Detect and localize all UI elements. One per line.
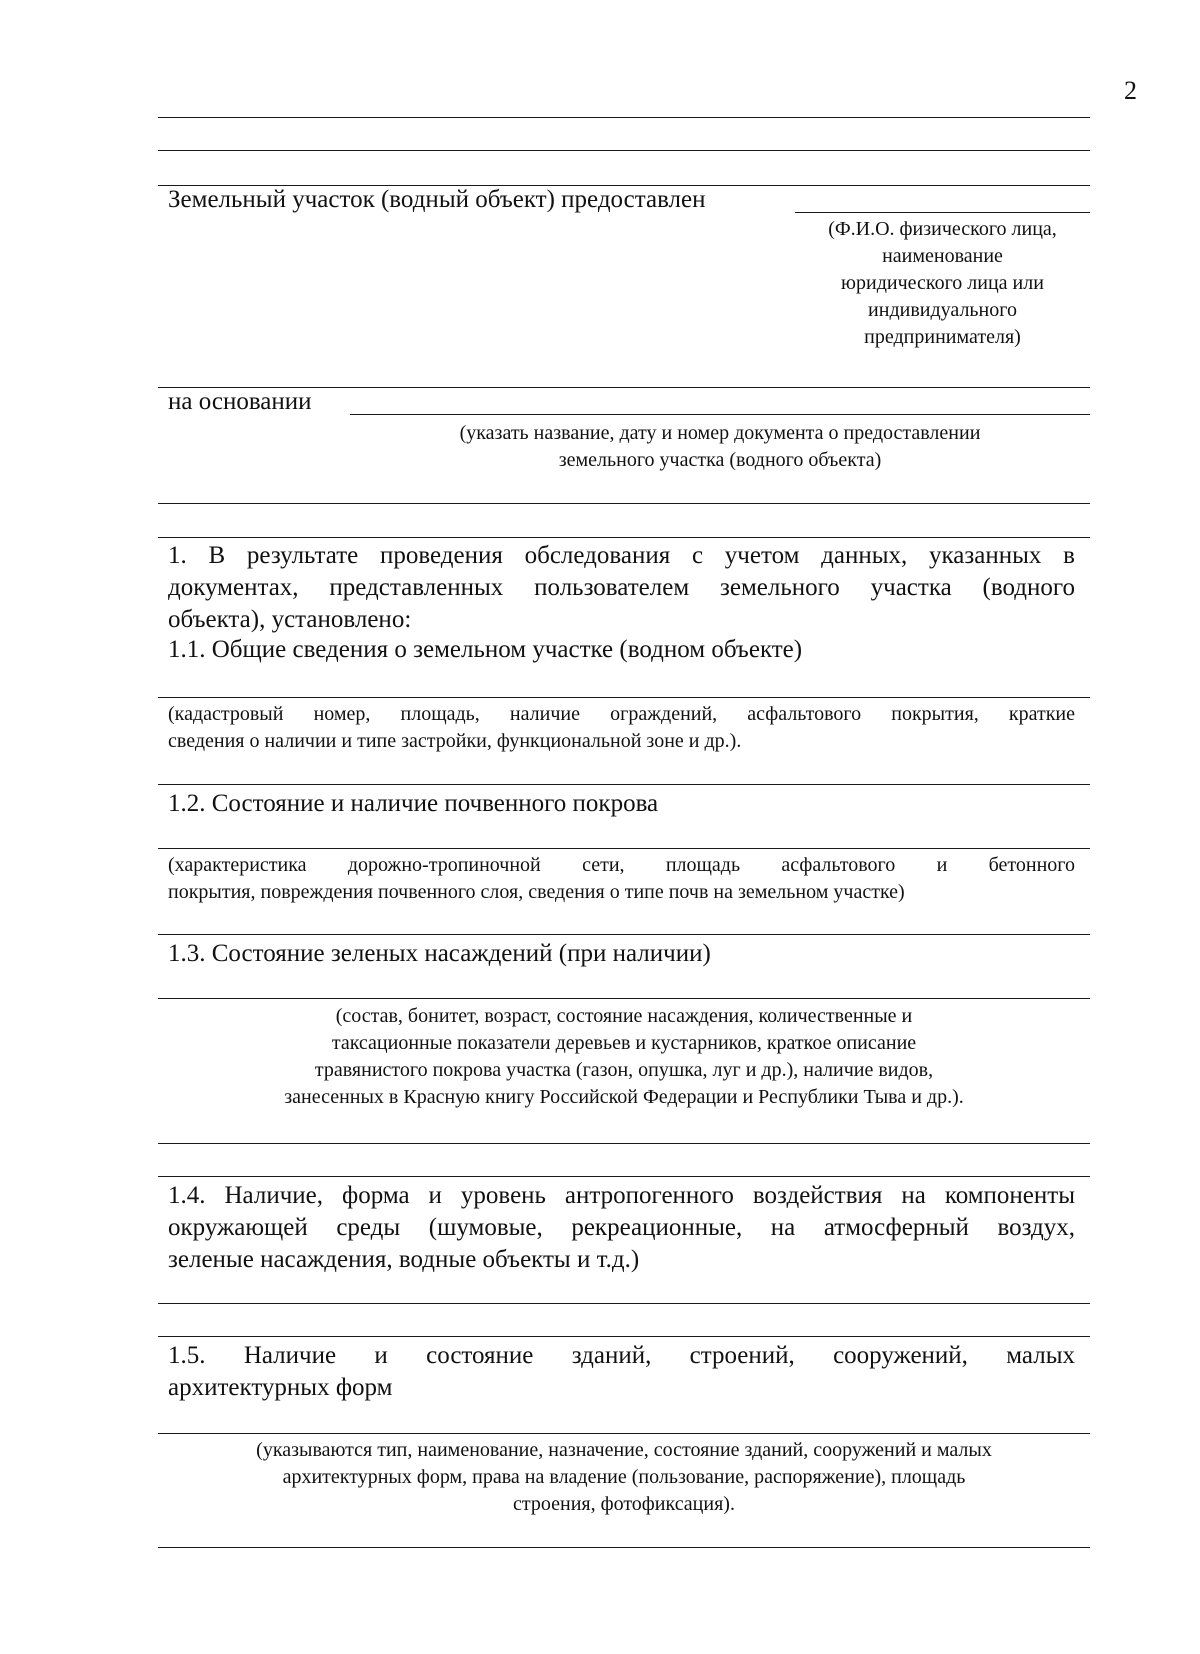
blank-line xyxy=(158,1303,1090,1304)
blank-line xyxy=(158,784,1090,785)
title-line: окружающей среды (шумовые, рекреационные, на атмосферный воздух, xyxy=(168,1214,1075,1241)
hint-line: (указываются тип, наименование, назначение, состояние зданий, сооружений и малых xyxy=(256,1439,992,1461)
section-1-2-hint xyxy=(168,852,1075,906)
section-1-5-hint xyxy=(158,1437,1090,1518)
blank-line xyxy=(158,117,1090,118)
blank-line xyxy=(158,537,1090,538)
hint-line: сведения о наличии и типе застройки, функциональной зоне и др.). xyxy=(168,730,742,752)
hint-line: архитектурных форм, права на владение (пользование, распоряжение), площадь xyxy=(282,1466,966,1488)
hint-line: травянистого покрова участка (газон, опушка, луг и др.), наличие видов, xyxy=(314,1059,934,1081)
section1-intro xyxy=(168,540,1075,636)
section-1-5-title xyxy=(168,1340,1075,1404)
hint-line: (Ф.И.О. физического лица, xyxy=(828,218,1057,240)
blank-line xyxy=(158,1547,1090,1548)
blank-line xyxy=(158,503,1090,504)
hint-line: земельного участка (водного объекта) xyxy=(558,449,882,471)
section-1-1-title: 1.1. Общие сведения о земельном участке (водном объекте) xyxy=(168,636,803,663)
blank-line xyxy=(158,150,1090,151)
page-number: 2 xyxy=(1124,76,1137,105)
intro-line: объекта), установлено: xyxy=(168,606,412,633)
blank-line xyxy=(158,934,1090,935)
hint-line: юридического лица или xyxy=(841,272,1044,294)
hint-line: (характеристика дорожно-тропиночной сети, площадь асфальтового и бетонного xyxy=(168,854,1075,876)
hint-line: покрытия, повреждения почвенного слоя, сведения о типе почв на земельном участке) xyxy=(168,881,905,903)
basis-label: на основании xyxy=(168,388,312,415)
blank-line xyxy=(158,1433,1090,1434)
section-1-1-hint xyxy=(168,701,1075,755)
blank-line xyxy=(158,1176,1090,1177)
blank-line xyxy=(158,998,1090,999)
title-line: 1.5. Наличие и состояние зданий, строений, сооружений, малых xyxy=(168,1342,1075,1369)
hint-line: (состав, бонитет, возраст, состояние насаждения, количественные и xyxy=(335,1005,913,1027)
title-line: зеленые насаждения, водные объекты и т.д.) xyxy=(168,1246,640,1273)
hint-line: (кадастровый номер, площадь, наличие ограждений, асфальтового покрытия, краткие xyxy=(168,703,1075,725)
hint-line: наименование xyxy=(882,245,1003,267)
intro-line: документах, представленных пользователем земельного участка (водного xyxy=(168,574,1075,601)
granted-fill-line[interactable] xyxy=(795,212,1090,213)
blank-line xyxy=(158,848,1090,849)
hint-line: строения, фотофиксация). xyxy=(513,1493,735,1515)
granted-hint xyxy=(795,216,1090,351)
intro-line: 1. В результате проведения обследования с учетом данных, указанных в xyxy=(168,542,1075,569)
title-line: 1.4. Наличие, форма и уровень антропогенного воздействия на компоненты xyxy=(168,1182,1075,1209)
section-1-2-title: 1.2. Состояние и наличие почвенного покрова xyxy=(168,790,659,817)
title-line: архитектурных форм xyxy=(168,1374,393,1401)
hint-line: таксационные показатели деревьев и кустарников, краткое описание xyxy=(331,1032,917,1054)
section-1-4-title xyxy=(168,1180,1075,1276)
blank-line xyxy=(158,697,1090,698)
basis-fill-line[interactable] xyxy=(350,414,1090,415)
hint-line: предпринимателя) xyxy=(864,326,1021,348)
section-1-3-title: 1.3. Состояние зеленых насаждений (при наличии) xyxy=(168,940,711,967)
granted-label: Земельный участок (водный объект) предоставлен xyxy=(168,186,706,213)
blank-line xyxy=(158,1143,1090,1144)
hint-line: индивидуального xyxy=(868,299,1017,321)
section-1-3-hint xyxy=(158,1003,1090,1111)
basis-hint xyxy=(360,420,1080,474)
blank-line xyxy=(158,1336,1090,1337)
hint-line: (указать название, дату и номер документа о предоставлении xyxy=(459,422,981,444)
hint-line: занесенных в Красную книгу Российской Федерации и Республики Тыва и др.). xyxy=(284,1086,964,1108)
